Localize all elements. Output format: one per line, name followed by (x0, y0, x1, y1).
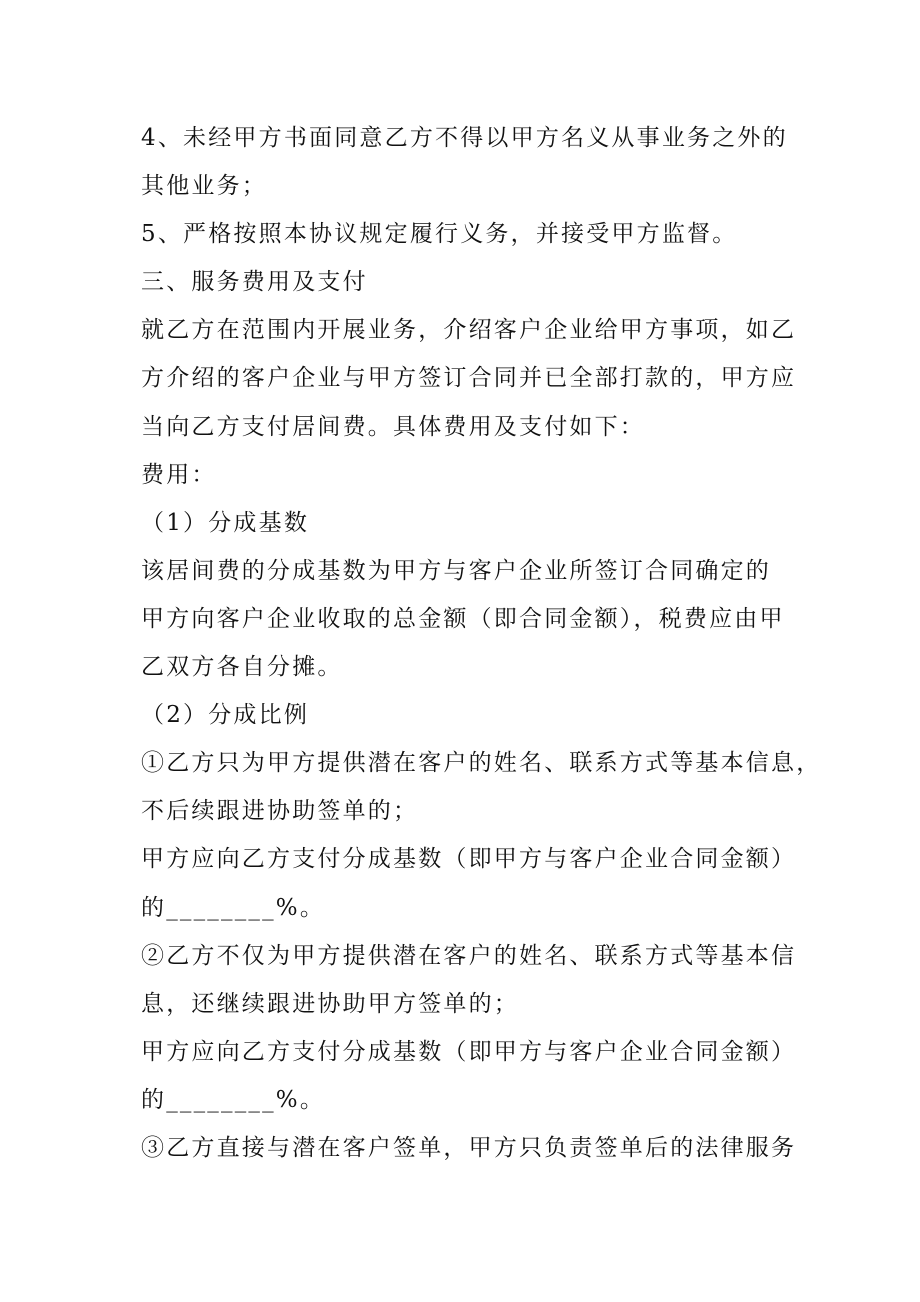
fees-intro-line-1: 就乙方在范围内开展业务，介绍客户企业给甲方事项，如乙 (141, 317, 797, 344)
ratio-item-1-payment-line-2: 的________%。 (141, 894, 326, 921)
fees-intro-line-3: 当向乙方支付居间费。具体费用及支付如下： (141, 413, 645, 440)
ratio-item-1-line-2: 不后续跟进协助签单的； (141, 798, 419, 825)
base-paragraph-line-2: 甲方向客户企业收取的总金额（即合同金额），税费应由甲 (141, 605, 785, 632)
subheading-ratio: （2）分成比例 (141, 702, 310, 729)
ratio-item-2-line-2: 息，还继续跟进协助甲方签单的； (141, 990, 519, 1017)
ratio-item-2-line-1: ②乙方不仅为甲方提供潜在客户的姓名、联系方式等基本信 (141, 942, 797, 969)
document-body (141, 114, 822, 1172)
clause-5: 5、严格按照本协议规定履行义务，并接受甲方监督。 (141, 221, 738, 248)
ratio-item-3-line-1: ③乙方直接与潜在客户签单，甲方只负责签单后的法律服务 (141, 1134, 797, 1161)
base-paragraph-line-1: 该居间费的分成基数为甲方与客户企业所签订合同确定的 (141, 557, 771, 584)
section-heading-fees: 三、服务费用及支付 (141, 269, 368, 296)
ratio-item-1-line-1: ①乙方只为甲方提供潜在客户的姓名、联系方式等基本信息， (141, 750, 822, 777)
ratio-item-1-payment-line-1: 甲方应向乙方支付分成基数（即甲方与客户企业合同金额） (141, 846, 797, 873)
clause-4-line-2: 其他业务； (141, 173, 267, 200)
ratio-item-2-payment-line-1: 甲方应向乙方支付分成基数（即甲方与客户企业合同金额） (141, 1038, 797, 1065)
fees-label: 费用： (141, 461, 217, 488)
clause-4-line-1: 4、未经甲方书面同意乙方不得以甲方名义从事业务之外的 (141, 125, 788, 151)
fees-intro-line-2: 方介绍的客户企业与甲方签订合同并已全部打款的，甲方应 (141, 365, 797, 392)
ratio-item-2-payment-line-2: 的________%。 (141, 1086, 326, 1113)
base-paragraph-line-3: 乙双方各自分摊。 (141, 654, 343, 681)
subheading-base: （1）分成基数 (141, 509, 310, 536)
